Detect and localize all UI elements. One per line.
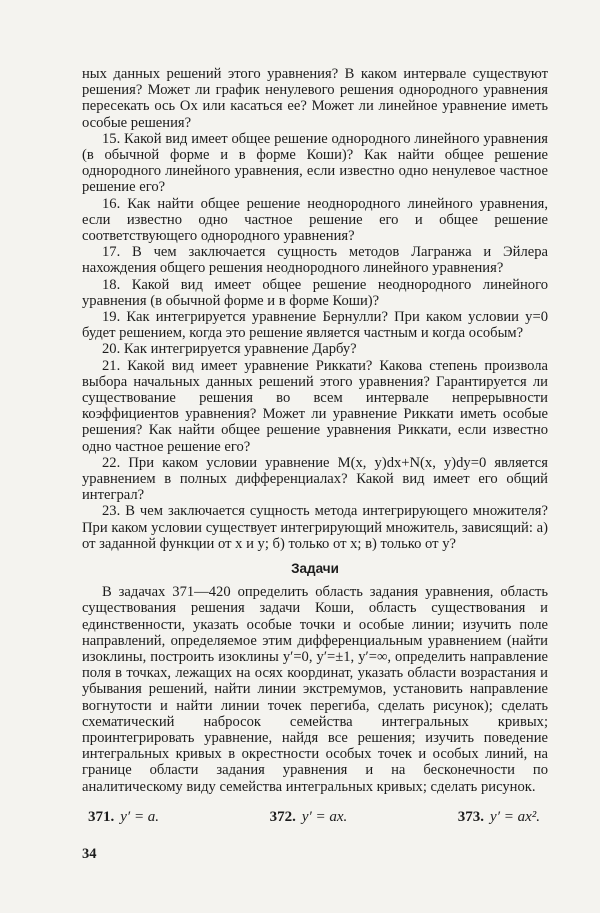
tasks-intro: В задачах 371—420 определить область задания уравнения, область существования решения задачи Коши, область существования и единственности, указать особые точки и особые линии; изучить поле направлений, определяемое этим дифференциальным уравнением (найти изоклины, построить изоклины y′=0, y′=±1, y′=∞, определить направление поля в точках, лежащих на осях координат, указать области возрастания и убывания решений, найти линии экстремумов, установить направление вогнутости и найти линии точек перегиба, сделать рисунок); сделать схематический набросок семейства интегральных кривых; проинтегрировать уравнение, найдя все решения; изучить поведение интегральных кривых в окрестности особых точек и особых линий, на границе области задания уравнения и на бесконечности по аналитическому виду семейства интегральных кривых; сделать рисунок. — [82, 584, 548, 795]
question-16: 16. Как найти общее решение неоднородного линейного уравнения, если известно одно частное решение его и общее решение соответствующего однородного уравнения? — [82, 195, 548, 245]
section-title: Задачи — [291, 561, 339, 577]
page-number: 34 — [82, 846, 97, 862]
question-18: 18. Какой вид имеет общее решение неоднородного линейного уравнения (в обычной форме и в форме Коши)? — [82, 276, 548, 309]
question-22: 22. При каком условии уравнение M(x, y)dx+N(x, y)dy=0 является уравнением в полных дифференциалах? Какой вид имеет его общий интеграл? — [82, 454, 548, 504]
problem-equation: y′ = ax. — [301, 808, 348, 825]
problem-equation: y′ = ax². — [490, 808, 540, 825]
question-21: 21. Какой вид имеет уравнение Риккати? Какова степень произвола выбора начальных данных решений этого уравнения? Гарантируется ли существование решения во всем интервале непрерывности коэффициентов уравнения? Может ли уравнение Риккати иметь особые решения? Как найти общее решение уравнения Риккати, если известно одно частное решение его? — [82, 357, 548, 455]
problem-list — [82, 809, 548, 826]
problem-number: 373. — [457, 808, 485, 825]
problem-number: 371. — [88, 808, 115, 825]
problem-number: 372. — [269, 808, 296, 825]
problem-equation: y′ = a. — [120, 808, 160, 825]
question-20: 20. Как интегрируется уравнение Дарбу? — [102, 341, 357, 358]
problem-373 — [458, 809, 540, 826]
question-23: 23. В чем заключается сущность метода интегрирующего множителя? При каком условии существует интегрирующий множитель, зависящий: а) от заданной функции от x и y; б) только от x; в) только от y? — [82, 503, 548, 552]
problem-371 — [88, 809, 159, 826]
question-15: 15. Какой вид имеет общее решение однородного линейного уравнения (в обычной форме и в форме Коши)? Как найти общее решение однородного линейного уравнения, если известно одно ненулевое частное решение его? — [82, 130, 548, 196]
problem-372 — [270, 809, 348, 826]
question-continuation: ных данных решений этого уравнения? В каком интервале существуют решения? Может ли график ненулевого решения однородного уравнения пересекать ось Ox или касаться ее? Может ли линейное уравнение иметь особые решения? — [82, 66, 548, 131]
question-19: 19. Как интегрируется уравнение Бернулли? При каком условии y=0 будет решением, когда это решение является частным и когда особым? — [82, 309, 548, 342]
question-17: 17. В чем заключается сущность методов Лагранжа и Эйлера нахождения общего решения неоднородного линейного уравнения? — [82, 244, 548, 277]
